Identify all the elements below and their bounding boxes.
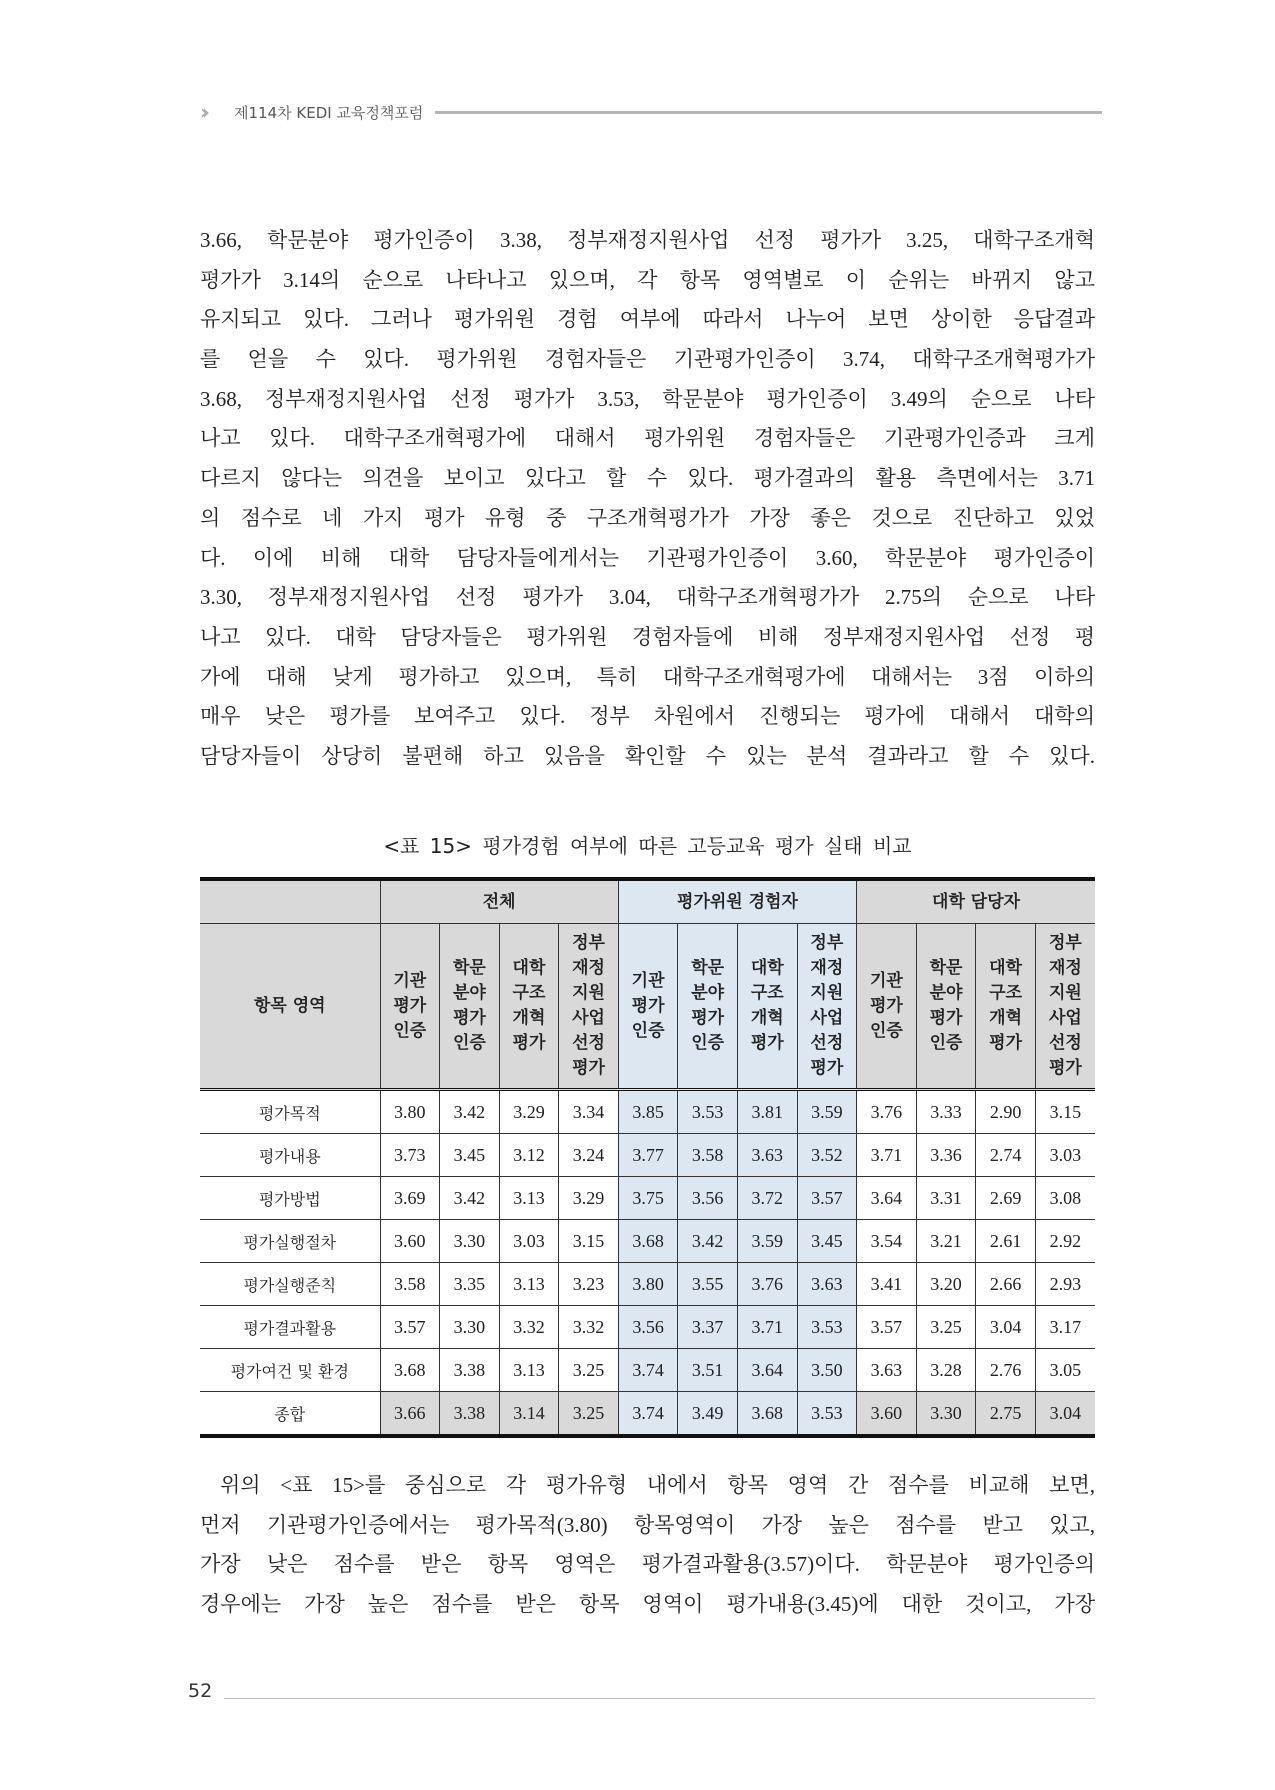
row-label: 평가방법: [200, 1177, 380, 1220]
text-line: 3.66, 학문분야 평가인증이 3.38, 정부재정지원사업 선정 평가가 3.25, 대학구조개혁: [200, 228, 1095, 252]
value-cell: 3.13: [499, 1263, 559, 1306]
value-cell: 3.08: [1035, 1177, 1095, 1220]
value-cell: 3.56: [678, 1177, 738, 1220]
value-cell: 3.64: [737, 1349, 797, 1392]
value-cell: 3.66: [380, 1392, 440, 1437]
value-cell: 2.92: [1035, 1220, 1095, 1263]
table-row: [200, 1392, 1095, 1437]
text-line: 가장 낮은 점수를 받은 항목 영역은 평가결과활용(3.57)이다. 학문분야 평가인증의: [200, 1552, 1095, 1577]
text-line: 3.68, 정부재정지원사업 선정 평가가 3.53, 학문분야 평가인증이 3.49의 순으로 나타: [200, 386, 1095, 411]
value-cell: 3.60: [857, 1392, 917, 1437]
value-cell: 3.42: [440, 1177, 500, 1220]
page-number: 52: [188, 1680, 213, 1702]
table-row: [200, 1263, 1095, 1306]
text-line: 평가가 3.14의 순으로 나타나고 있으며, 각 항목 영역별로 이 순위는 바뀌지 않고: [200, 267, 1095, 292]
value-cell: 2.93: [1035, 1263, 1095, 1306]
subcolumn-header: 기관 평가 인증: [618, 924, 678, 1090]
subcolumn-header: 기관 평가 인증: [380, 924, 440, 1090]
value-cell: 2.74: [976, 1134, 1036, 1177]
text-line: 담당자들이 상당히 불편해 하고 있음을 확인할 수 있는 분석 결과라고 할 수 있다.: [200, 743, 1095, 768]
value-cell: 3.25: [559, 1392, 619, 1437]
row-label: 평가내용: [200, 1134, 380, 1177]
value-cell: 3.25: [559, 1349, 619, 1392]
value-cell: 3.30: [916, 1392, 976, 1437]
text-line: 의 점수로 네 가지 평가 유형 중 구조개혁평가가 가장 좋은 것으로 진단하고 있었: [200, 505, 1095, 530]
value-cell: 3.55: [678, 1263, 738, 1306]
subcolumn-header: 학문 분야 평가 인증: [440, 924, 500, 1090]
value-cell: 3.57: [380, 1306, 440, 1349]
value-cell: 3.71: [857, 1134, 917, 1177]
value-cell: 2.75: [976, 1392, 1036, 1437]
value-cell: 3.58: [380, 1263, 440, 1306]
subcolumn-header: 정부 재정 지원 사업 선정 평가: [559, 924, 619, 1090]
value-cell: 3.53: [797, 1392, 857, 1437]
subcolumn-header: 대학 구조 개혁 평가: [737, 924, 797, 1090]
row-label: 종합: [200, 1392, 380, 1437]
subcolumn-header: 대학 구조 개혁 평가: [976, 924, 1036, 1090]
value-cell: 3.73: [380, 1134, 440, 1177]
value-cell: 3.41: [857, 1263, 917, 1306]
value-cell: 3.80: [618, 1263, 678, 1306]
value-cell: 3.34: [559, 1090, 619, 1134]
value-cell: 3.63: [737, 1134, 797, 1177]
value-cell: 3.53: [797, 1306, 857, 1349]
value-cell: 3.68: [380, 1349, 440, 1392]
subcolumn-header: 학문 분야 평가 인증: [678, 924, 738, 1090]
table-corner: [200, 879, 380, 924]
value-cell: 3.68: [737, 1392, 797, 1437]
value-cell: 3.59: [797, 1090, 857, 1134]
text-line: 3.30, 정부재정지원사업 선정 평가가 3.04, 대학구조개혁평가가 2.75의 순으로 나타: [200, 585, 1095, 610]
value-cell: 3.38: [440, 1392, 500, 1437]
value-cell: 3.04: [1035, 1392, 1095, 1437]
value-cell: 3.17: [1035, 1306, 1095, 1349]
value-cell: 3.53: [678, 1090, 738, 1134]
value-cell: 3.15: [559, 1220, 619, 1263]
value-cell: 3.13: [499, 1349, 559, 1392]
value-cell: 3.42: [440, 1090, 500, 1134]
value-cell: 3.45: [797, 1220, 857, 1263]
value-cell: 3.03: [499, 1220, 559, 1263]
value-cell: 3.60: [380, 1220, 440, 1263]
value-cell: 3.13: [499, 1177, 559, 1220]
value-cell: 3.21: [916, 1220, 976, 1263]
value-cell: 3.56: [618, 1306, 678, 1349]
value-cell: 2.76: [976, 1349, 1036, 1392]
value-cell: 3.28: [916, 1349, 976, 1392]
row-label: 평가실행준칙: [200, 1263, 380, 1306]
text-line: 가에 대해 낮게 평가하고 있으며, 특히 대학구조개혁평가에 대해서는 3점 이하의: [200, 664, 1095, 689]
value-cell: 3.29: [559, 1177, 619, 1220]
value-cell: 3.64: [857, 1177, 917, 1220]
group-header-university-staff: 대학 담당자: [857, 879, 1095, 924]
value-cell: 3.25: [916, 1306, 976, 1349]
value-cell: 3.75: [618, 1177, 678, 1220]
value-cell: 3.85: [618, 1090, 678, 1134]
value-cell: 3.54: [857, 1220, 917, 1263]
value-cell: 3.76: [857, 1090, 917, 1134]
value-cell: 3.49: [678, 1392, 738, 1437]
body-paragraph-2: [200, 1466, 1095, 1625]
text-line: 경우에는 가장 높은 점수를 받은 항목 영역이 평가내용(3.45)에 대한 것이고, 가장: [200, 1592, 1095, 1617]
value-cell: 3.63: [857, 1349, 917, 1392]
table-row: [200, 1306, 1095, 1349]
value-cell: 3.37: [678, 1306, 738, 1349]
text-line: 유지되고 있다. 그러나 평가위원 경험 여부에 따라서 나누어 보면 상이한 응답결과: [200, 307, 1095, 332]
value-cell: 3.63: [797, 1263, 857, 1306]
value-cell: 3.72: [737, 1177, 797, 1220]
text-line: 먼저 기관평가인증에서는 평가목적(3.80) 항목영역이 가장 높은 점수를 받고 있고,: [200, 1512, 1095, 1537]
value-cell: 2.61: [976, 1220, 1036, 1263]
table-row: [200, 1134, 1095, 1177]
row-label: 평가목적: [200, 1090, 380, 1134]
page-footer: [188, 1680, 1095, 1702]
value-cell: 2.90: [976, 1090, 1036, 1134]
value-cell: 3.15: [1035, 1090, 1095, 1134]
value-cell: 3.14: [499, 1392, 559, 1437]
value-cell: 2.66: [976, 1263, 1036, 1306]
row-label: 평가결과활용: [200, 1306, 380, 1349]
subcolumn-header: 학문 분야 평가 인증: [916, 924, 976, 1090]
running-header: [200, 99, 1102, 125]
value-cell: 3.52: [797, 1134, 857, 1177]
text-line: 나고 있다. 대학 담당자들은 평가위원 경험자들에 비해 정부재정지원사업 선정 평: [200, 624, 1095, 649]
value-cell: 3.38: [440, 1349, 500, 1392]
text-line: 위의 <표 15>를 중심으로 각 평가유형 내에서 항목 영역 간 점수를 비교해 보면,: [220, 1473, 1095, 1497]
value-cell: 3.30: [440, 1306, 500, 1349]
double-chevron-right-icon: ››: [200, 100, 204, 124]
group-header-evaluators: 평가위원 경험자: [618, 879, 856, 924]
value-cell: 3.59: [737, 1220, 797, 1263]
value-cell: 2.69: [976, 1177, 1036, 1220]
value-cell: 3.57: [857, 1306, 917, 1349]
subcolumn-header: 정부 재정 지원 사업 선정 평가: [797, 924, 857, 1090]
subcolumn-header: 기관 평가 인증: [857, 924, 917, 1090]
value-cell: 3.57: [797, 1177, 857, 1220]
row-header-label: 항목 영역: [200, 924, 380, 1090]
footer-rule: [224, 1698, 1095, 1699]
value-cell: 3.80: [380, 1090, 440, 1134]
value-cell: 3.32: [499, 1306, 559, 1349]
value-cell: 3.81: [737, 1090, 797, 1134]
text-line: 다. 이에 비해 대학 담당자들에게서는 기관평가인증이 3.60, 학문분야 평가인증이: [200, 545, 1095, 570]
group-header-all: 전체: [380, 879, 618, 924]
value-cell: 3.35: [440, 1263, 500, 1306]
value-cell: 3.33: [916, 1090, 976, 1134]
value-cell: 3.51: [678, 1349, 738, 1392]
header-title: 제114차 KEDI 교육정책포럼: [234, 103, 424, 122]
text-line: 를 얻을 수 있다. 평가위원 경험자들은 기관평가인증이 3.74, 대학구조개혁평가가: [200, 347, 1095, 372]
value-cell: 3.31: [916, 1177, 976, 1220]
value-cell: 3.12: [499, 1134, 559, 1177]
text-line: 나고 있다. 대학구조개혁평가에 대해서 평가위원 경험자들은 기관평가인증과 크게: [200, 426, 1095, 451]
table-row: [200, 1220, 1095, 1263]
table-row: [200, 1349, 1095, 1392]
comparison-table: [200, 877, 1095, 1438]
table-row: [200, 1090, 1095, 1134]
value-cell: 3.77: [618, 1134, 678, 1177]
subcolumn-header: 정부 재정 지원 사업 선정 평가: [1035, 924, 1095, 1090]
text-line: 다르지 않다는 의견을 보이고 있다고 할 수 있다. 평가결과의 활용 측면에서는 3.71: [200, 466, 1095, 491]
value-cell: 3.05: [1035, 1349, 1095, 1392]
value-cell: 3.50: [797, 1349, 857, 1392]
value-cell: 3.36: [916, 1134, 976, 1177]
value-cell: 3.30: [440, 1220, 500, 1263]
value-cell: 3.69: [380, 1177, 440, 1220]
value-cell: 3.20: [916, 1263, 976, 1306]
value-cell: 3.24: [559, 1134, 619, 1177]
table-row: [200, 1177, 1095, 1220]
row-label: 평가여건 및 환경: [200, 1349, 380, 1392]
value-cell: 3.04: [976, 1306, 1036, 1349]
value-cell: 3.23: [559, 1263, 619, 1306]
table-caption: <표 15> 평가경험 여부에 따른 고등교육 평가 실태 비교: [383, 834, 912, 858]
value-cell: 3.76: [737, 1263, 797, 1306]
value-cell: 3.68: [618, 1220, 678, 1263]
subcolumn-header: 대학 구조 개혁 평가: [499, 924, 559, 1090]
value-cell: 3.42: [678, 1220, 738, 1263]
value-cell: 3.71: [737, 1306, 797, 1349]
value-cell: 3.45: [440, 1134, 500, 1177]
value-cell: 3.29: [499, 1090, 559, 1134]
value-cell: 3.74: [618, 1392, 678, 1437]
value-cell: 3.74: [618, 1349, 678, 1392]
value-cell: 3.32: [559, 1306, 619, 1349]
header-rule: [435, 111, 1102, 114]
row-label: 평가실행절차: [200, 1220, 380, 1263]
text-line: 매우 낮은 평가를 보여주고 있다. 정부 차원에서 진행되는 평가에 대해서 대학의: [200, 704, 1095, 729]
value-cell: 3.58: [678, 1134, 738, 1177]
body-paragraph-1: [200, 221, 1095, 777]
value-cell: 3.03: [1035, 1134, 1095, 1177]
